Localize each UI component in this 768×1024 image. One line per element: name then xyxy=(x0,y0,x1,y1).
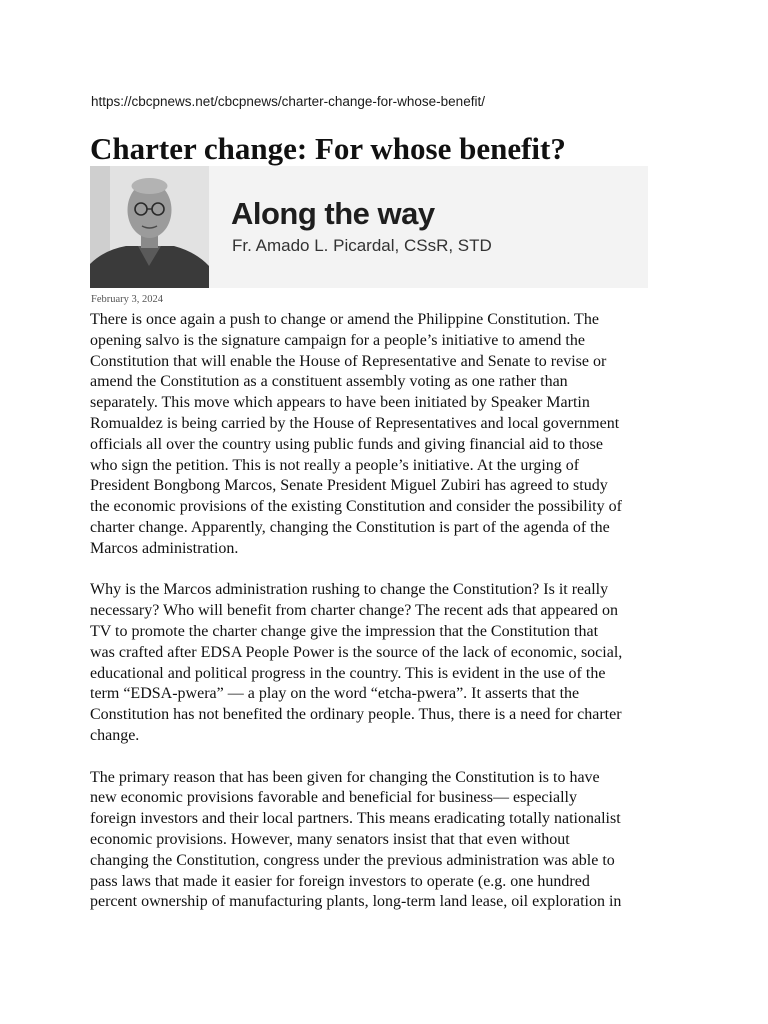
body-paragraph: There is once again a push to change or amend the Philippine Constitution. The opening salvo is the signature campaign for a people’s initiative to amend the Constitution that will enable the House of Representative and Senate to revise or amend the Constitution as a constituent assembly voting as one rather than separately. This move which appears to have been initiated by Speaker Martin Romualdez is being carried by the House of Representatives and local government officials all over the country using public funds and giving financial aid to those who sign the petition. This is not really a people’s initiative. At the urging of President Bongbong Marcos, Senate President Miguel Zubiri has agreed to study the economic provisions of the existing Constitution and consider the possibility of charter change. Apparently, changing the Constitution is part of the agenda of the Marcos administration. xyxy=(90,311,622,557)
author-portrait xyxy=(90,166,209,288)
article-body xyxy=(90,310,690,934)
column-banner xyxy=(90,166,648,288)
column-heading: Along the way xyxy=(231,196,435,231)
body-paragraph: Why is the Marcos administration rushing to change the Constitution? Is it really necessary? Who will benefit from charter change? The recent ads that appeared on TV to promote the charter change give the impression that the Constitution that was crafted after EDSA People Power is the source of the lack of economic, social, educational and political progress in the country. This is evident in the use of the term “EDSA-pwera” — a play on the word “etcha-pwera”. It asserts that the Constitution has not benefited the ordinary people. Thus, there is a need for charter change. xyxy=(90,581,623,744)
body-paragraph: The primary reason that has been given for changing the Constitution is to have new economic provisions favorable and beneficial for business— especially foreign investors and their local partners. This means eradicating totally nationalist economic provisions. However, many senators insist that that even without changing the Constitution, congress under the previous administration was able to pass laws that made it easier for foreign investors to operate (e.g. one hundred percent ownership of manufacturing plants, long-term land lease, oil exploration in xyxy=(90,768,622,911)
column-author: Fr. Amado L. Picardal, CSsR, STD xyxy=(232,236,492,255)
publish-date: February 3, 2024 xyxy=(91,294,164,305)
article-title: Charter change: For whose benefit? xyxy=(90,131,566,166)
source-url: https://cbcpnews.net/cbcpnews/charter-change-for-whose-benefit/ xyxy=(91,94,485,109)
